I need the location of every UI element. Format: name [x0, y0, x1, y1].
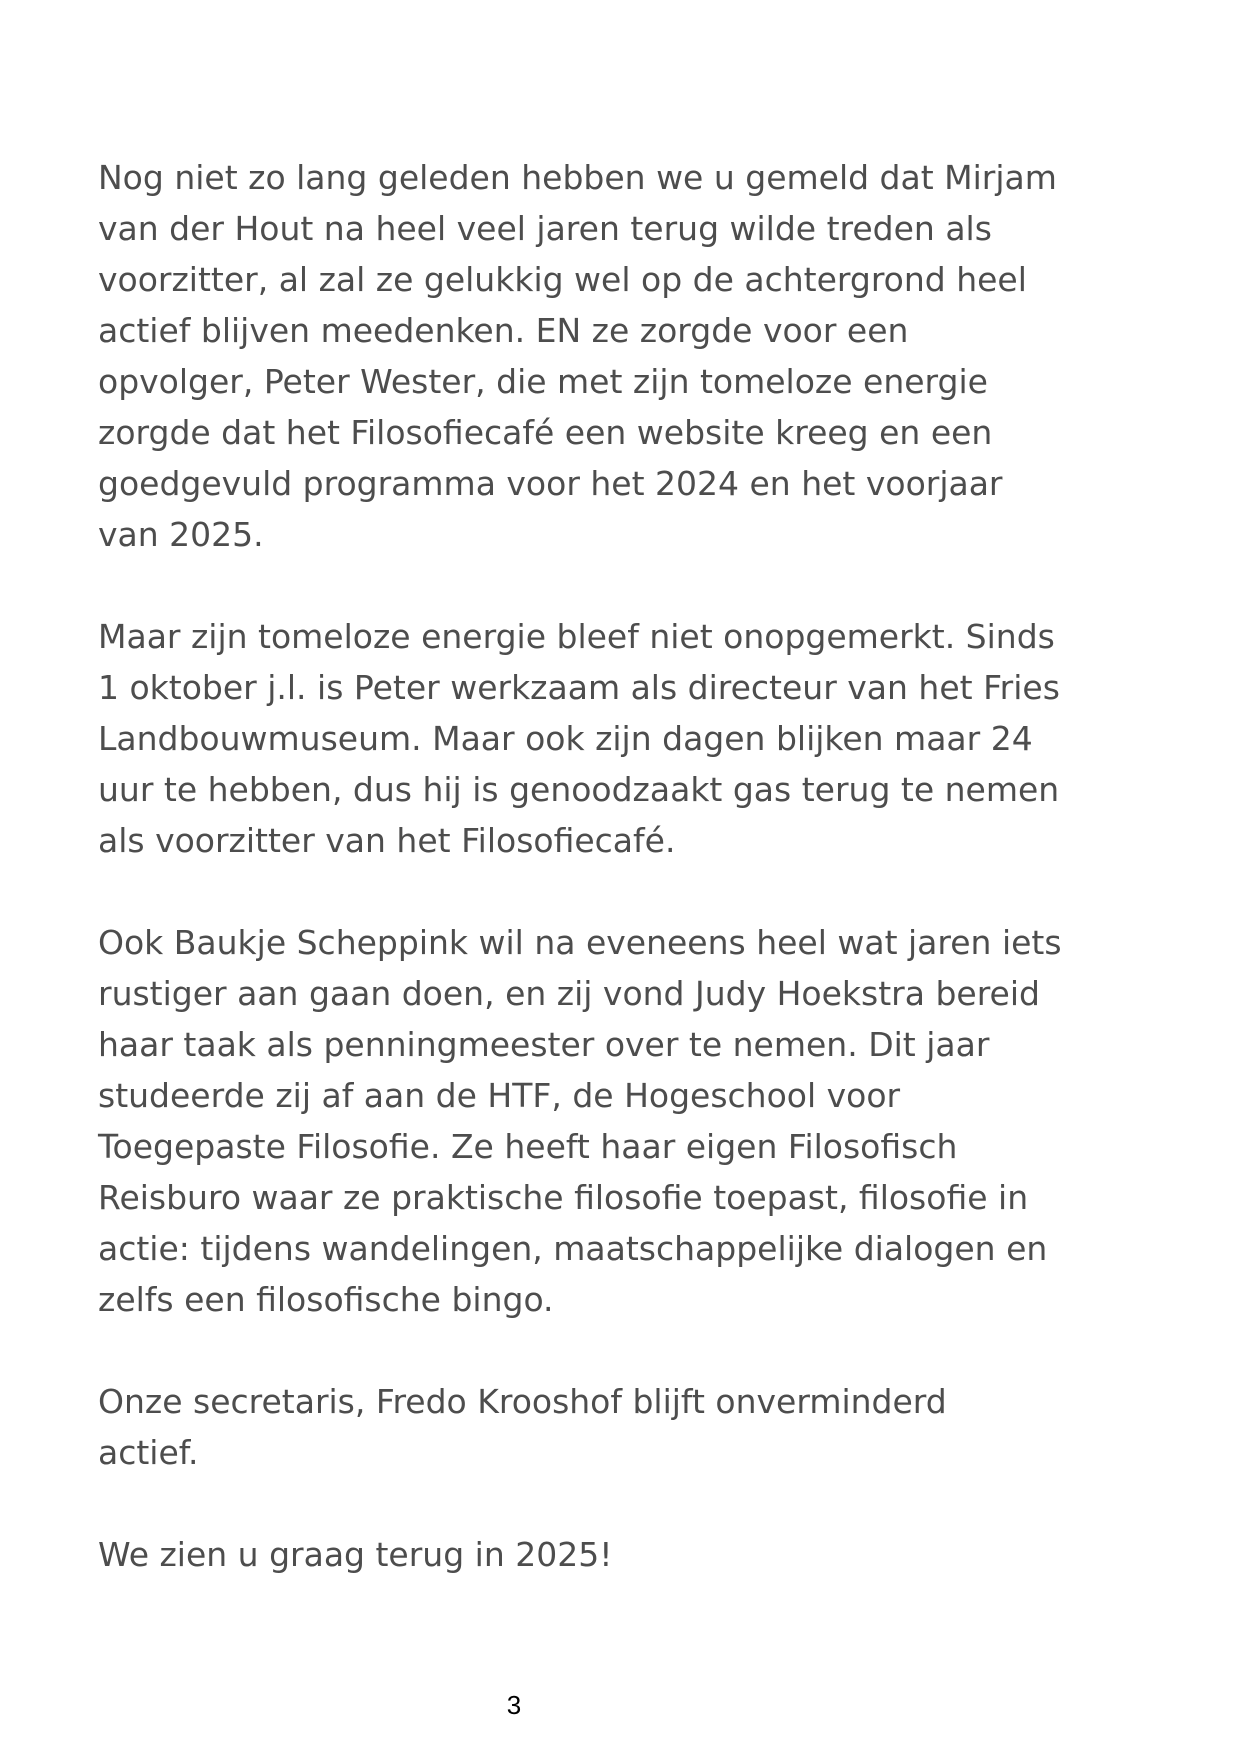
paragraph-spacer [98, 866, 1108, 917]
text-line: zorgde dat het Filosofiecafé een website kreeg en een [98, 413, 993, 452]
text-line: voorzitter, al zal ze gelukkig wel op de achtergrond heel [98, 260, 1027, 299]
body-text [98, 152, 1108, 1580]
paragraph-spacer [98, 1478, 1108, 1529]
paragraph-4 [98, 1376, 1108, 1478]
paragraph-3 [98, 917, 1108, 1325]
text-line: Ook Baukje Scheppink wil na eveneens heel wat jaren iets [98, 923, 1062, 962]
text-line: studeerde zij af aan de HTF, de Hogeschool voor [98, 1076, 901, 1115]
text-line: uur te hebben, dus hij is genoodzaakt gas terug te nemen [98, 770, 1060, 809]
text-line: van der Hout na heel veel jaren terug wilde treden als [98, 209, 992, 248]
text-line: We zien u graag terug in 2025! [98, 1535, 613, 1574]
text-line: als voorzitter van het Filosofiecafé. [98, 821, 676, 860]
text-line: actie: tijdens wandelingen, maatschappelijke dialogen en [98, 1229, 1048, 1268]
text-line: Onze secretaris, Fredo Krooshof blijft onverminderd [98, 1382, 947, 1421]
text-line: van 2025. [98, 515, 264, 554]
text-line: zelfs een filosofische bingo. [98, 1280, 554, 1319]
paragraph-spacer [98, 1325, 1108, 1376]
text-line: Reisburo waar ze praktische filosofie toepast, filosofie in [98, 1178, 1029, 1217]
paragraph-5 [98, 1529, 1108, 1580]
text-line: 1 oktober j.l. is Peter werkzaam als directeur van het Fries [98, 668, 1060, 707]
text-line: actief. [98, 1433, 199, 1472]
text-line: Toegepaste Filosofie. Ze heeft haar eigen Filosofisch [98, 1127, 958, 1166]
text-line: Landbouwmuseum. Maar ook zijn dagen blijken maar 24 [98, 719, 1033, 758]
text-line: opvolger, Peter Wester, die met zijn tomeloze energie [98, 362, 988, 401]
text-line: Nog niet zo lang geleden hebben we u gemeld dat Mirjam [98, 158, 1057, 197]
text-line: Maar zijn tomeloze energie bleef niet onopgemerkt. Sinds [98, 617, 1055, 656]
page-number: 3 [506, 1690, 522, 1720]
text-line: goedgevuld programma voor het 2024 en het voorjaar [98, 464, 1003, 503]
paragraph-2 [98, 611, 1108, 866]
text-line: rustiger aan gaan doen, en zij vond Judy Hoekstra bereid [98, 974, 1040, 1013]
text-line: actief blijven meedenken. EN ze zorgde voor een [98, 311, 909, 350]
text-line: haar taak als penningmeester over te nemen. Dit jaar [98, 1025, 990, 1064]
paragraph-1 [98, 152, 1108, 560]
paragraph-spacer [98, 560, 1108, 611]
